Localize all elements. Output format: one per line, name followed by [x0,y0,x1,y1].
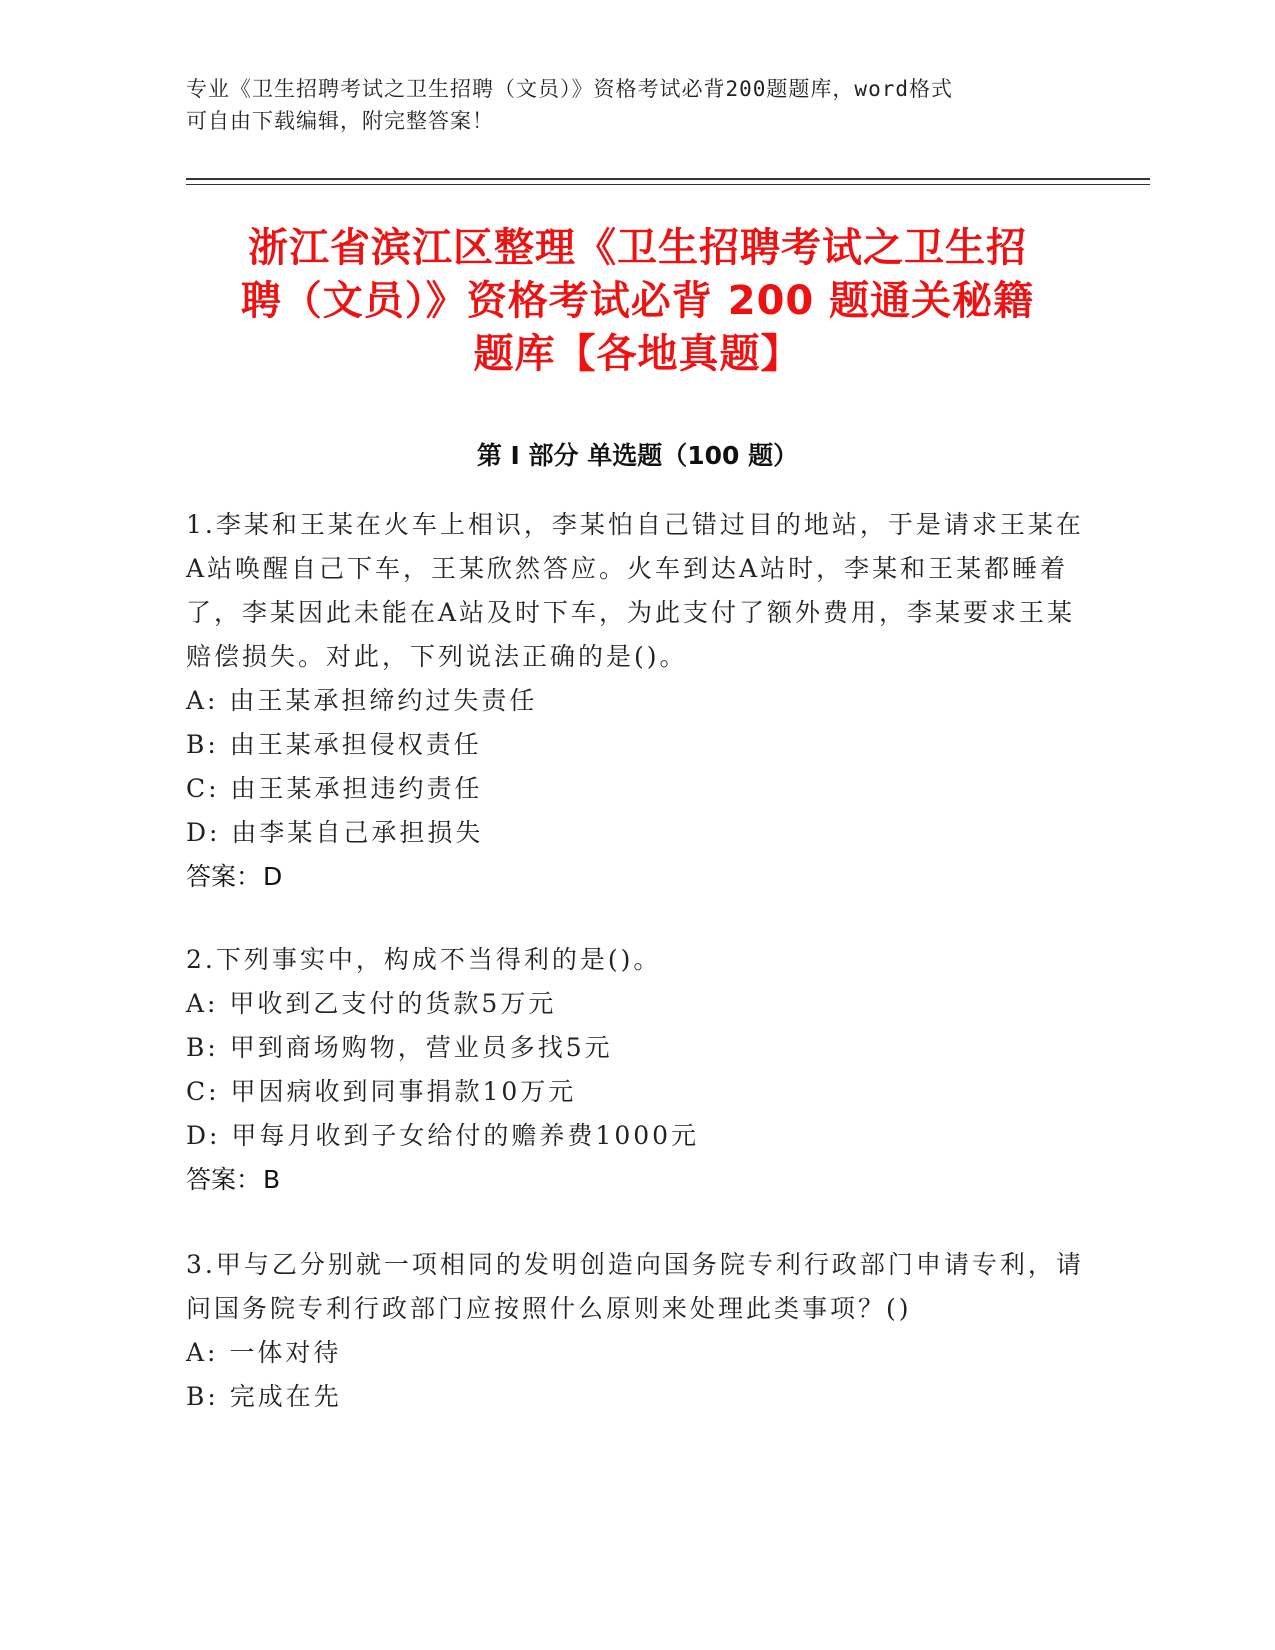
answer-label: 答案： [186,1165,262,1194]
answer-line [186,1158,1086,1202]
option-d: D: 由李某自己承担损失 [186,818,484,847]
header-note [186,73,1066,137]
option-b: B: 由王某承担侵权责任 [186,730,482,759]
title-line-1: 浙江省滨江区整理《卫生招聘考试之卫生招 [248,225,1027,271]
document-title [190,222,1085,381]
section-heading: 第 I 部分 单选题（100 题） [476,441,799,470]
header-divider-thick [186,178,1150,180]
question-1 [186,503,1086,899]
option-a: A: 由王某承担缔约过失责任 [186,686,538,715]
header-divider-thin [186,184,1150,185]
option-c: C: 甲因病收到同事捐款10万元 [186,1077,577,1106]
option-d: D: 甲每月收到子女给付的赡养费1000元 [186,1121,700,1150]
answer-label: 答案： [186,862,262,891]
answer-line [186,855,1086,899]
question-2 [186,938,1086,1202]
header-note-line-1: 专业《卫生招聘考试之卫生招聘（文员）》资格考试必背200题题库，word格式 [186,77,953,101]
option-b: B: 甲到商场购物，营业员多找5元 [186,1033,613,1062]
header-note-line-2: 可自由下载编辑，附完整答案！ [186,109,494,133]
title-line-3: 题库【各地真题】 [473,331,802,377]
question-text: 2.下列事实中，构成不当得利的是()。 [186,945,662,974]
answer-value: B [263,1165,281,1194]
question-3 [186,1243,1086,1419]
title-line-2: 聘（文员）》资格考试必背 200 题通关秘籍 [240,278,1035,324]
answer-value: D [263,862,283,891]
option-a: A: 一体对待 [186,1338,342,1367]
option-c: C: 由王某承担违约责任 [186,774,483,803]
question-text: 1.李某和王某在火车上相识，李某怕自己错过目的地站，于是请求王某在A站唤醒自己下车，王某欣然答应。火车到达A站时，李某和王某都睡着了，李某因此未能在A站及时下车，为此支付了额外费用，李某要求王某赔偿损失。对此，下列说法正确的是()。 [186,510,1084,671]
question-text: 3.甲与乙分别就一项相同的发明创造向国务院专利行政部门申请专利，请问国务院专利行政部门应按照什么原则来处理此类事项？() [186,1250,1084,1323]
option-b: B: 完成在先 [186,1382,342,1411]
option-a: A: 甲收到乙支付的货款5万元 [186,989,557,1018]
